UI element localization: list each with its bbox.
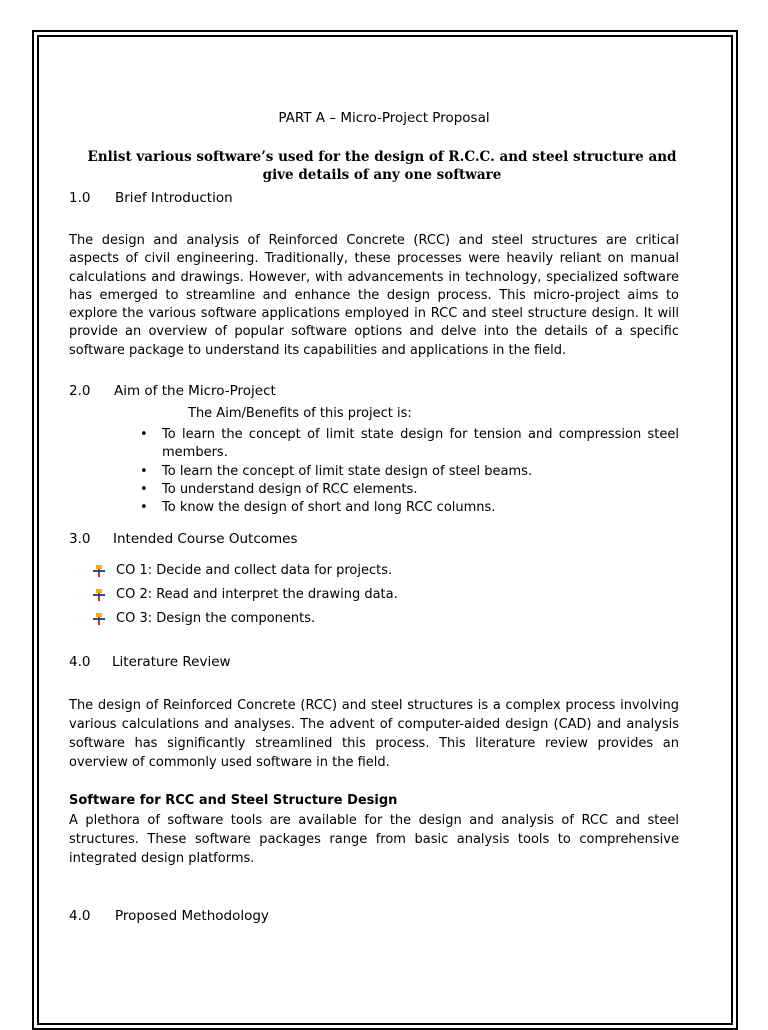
literature-paragraph: The design of Reinforced Concrete (RCC) and steel structures is a complex process involving various calculations and analyses. The advent of computer-aided design (CAD) and analysis software has significantly streamlined this process. This literature review provides an overview of commonly used software in the field. bbox=[69, 698, 679, 770]
list-item bbox=[92, 562, 398, 586]
list-item bbox=[140, 463, 679, 481]
list-item-text: CO 3: Design the components. bbox=[116, 611, 316, 626]
section-heading-methodology bbox=[69, 907, 269, 925]
list-item-text: To learn the concept of limit state design of steel beams. bbox=[162, 463, 533, 479]
plus-bullet-icon bbox=[92, 612, 106, 626]
bullet-icon: • bbox=[140, 463, 148, 479]
project-topic: Enlist various software’s used for the design of R.C.C. and steel structure and give details of any one software bbox=[87, 149, 677, 183]
section-number: 4.0 bbox=[69, 908, 91, 924]
bullet-icon: • bbox=[140, 481, 148, 497]
section-heading-aim bbox=[69, 382, 276, 400]
section-heading-literature bbox=[69, 653, 231, 671]
intro-paragraph: The design and analysis of Reinforced Concrete (RCC) and steel structures are critical aspects of civil engineering. Traditionally, these processes were heavily reliant on manual calculations and drawings. However, with advancements in technology, specialized software has emerged to streamline and enhance the design process. This micro-project aims to explore the various software applications employed in RCC and steel structure design. It will provide an overview of popular software options and delve into the details of a specific software package to understand its capabilities and applications in the field. bbox=[69, 233, 679, 358]
aim-intro: The Aim/Benefits of this project is: bbox=[188, 406, 412, 421]
list-item bbox=[140, 481, 679, 499]
section-number: 1.0 bbox=[69, 190, 91, 206]
section-heading-intro bbox=[69, 189, 233, 207]
list-item bbox=[140, 426, 679, 463]
bullet-icon: • bbox=[140, 427, 148, 442]
plus-bullet-icon bbox=[92, 588, 106, 602]
list-item bbox=[140, 499, 679, 517]
list-item bbox=[92, 610, 398, 634]
outcomes-list bbox=[92, 562, 398, 634]
list-item-text: CO 2: Read and interpret the drawing data. bbox=[116, 587, 398, 602]
literature-subheading: Software for RCC and Steel Structure Design bbox=[69, 793, 398, 808]
section-title: Aim of the Micro-Project bbox=[114, 383, 276, 399]
section-title: Proposed Methodology bbox=[115, 908, 269, 924]
section-title: Intended Course Outcomes bbox=[113, 531, 298, 547]
page-title: PART A – Micro-Project Proposal bbox=[278, 110, 490, 126]
section-number: 3.0 bbox=[69, 531, 91, 547]
bullet-icon: • bbox=[140, 500, 148, 516]
plus-bullet-icon bbox=[92, 564, 106, 578]
list-item-text: To understand design of RCC elements. bbox=[162, 481, 418, 497]
section-number: 2.0 bbox=[69, 383, 91, 399]
section-number: 4.0 bbox=[69, 654, 91, 670]
list-item-text: To know the design of short and long RCC columns. bbox=[162, 500, 496, 516]
list-item-text: To learn the concept of limit state design for tension and compression steel members. bbox=[162, 427, 679, 461]
aim-list bbox=[140, 426, 679, 517]
section-title: Brief Introduction bbox=[115, 190, 233, 206]
list-item-text: CO 1: Decide and collect data for projects. bbox=[116, 563, 393, 578]
list-item bbox=[92, 586, 398, 610]
section-heading-outcomes bbox=[69, 530, 298, 548]
literature-subparagraph: A plethora of software tools are available for the design and analysis of RCC and steel structures. These software packages range from basic analysis tools to comprehensive integrated design platforms. bbox=[69, 813, 679, 866]
section-title: Literature Review bbox=[112, 654, 231, 670]
